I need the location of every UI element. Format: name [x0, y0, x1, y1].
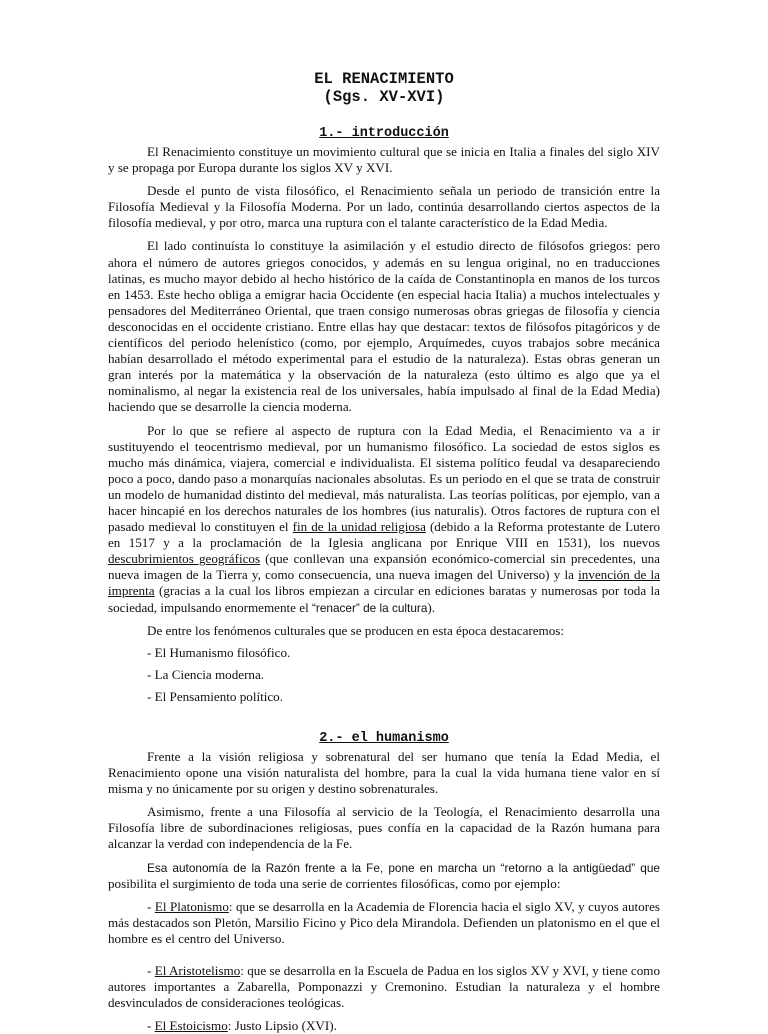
section-heading-humanismo: 2.- el humanismo	[319, 731, 449, 746]
underlined-term: invención de la	[578, 567, 660, 583]
list-item-aristotelismo: - El Aristotelismo: que se desarrolla en la Escuela de Padua en los siglos XV y XVI, y tiene como autores importantes a Zabarella, Pomponazzi y Cremonino. Estudian la naturaleza y el hombre desvinculados de consideraciones teológicas.	[108, 963, 660, 1011]
document-subtitle: (Sgs. XV-XVI)	[323, 88, 445, 106]
paragraph: Asimismo, frente a una Filosofía al servicio de la Teología, el Renacimiento desarrolla una Filosofía libre de subordinaciones religiosas, pues confía en la capacidad de la Razón humana para alcanzar la verdad con independencia de la Fe.	[108, 804, 660, 852]
paragraph: Desde el punto de vista filosófico, el Renacimiento señala un periodo de transición entre la Filosofía Medieval y la Filosofía Moderna. Por un lado, continúa desarrollando ciertos aspectos de la filosofía medieval, y por otro, marca una ruptura con el talante característico de la Edad Media.	[108, 183, 660, 231]
paragraph-autonomia: Esa autonomía de la Razón frente a la Fe, pone en marcha un “retorno a la antigüedad” que posibilita el surgimiento de toda una serie de corrientes filosóficas, como por ejemplo:	[108, 860, 660, 891]
section-heading-introduccion: 1.- introducción	[319, 126, 449, 141]
paragraph: El Renacimiento constituye un movimiento cultural que se inicia en Italia a finales del siglo XIV y se propaga por Europa durante los siglos XV y XVI.	[108, 144, 660, 176]
document-title: EL RENACIMIENTO	[314, 70, 454, 88]
paragraph: El lado continuísta lo constituye la asimilación y el estudio directo de filósofos griegos: pero ahora el número de autores griegos conocidos, y además en su lengua original, no en traducciones latinas, es mucho mayor debido al hecho histórico de la caída de Constantinopla en manos de los turcos en 1453. Este hecho obliga a emigrar hacia Occidente (en especial hacia Italia) a muchos intelectuales y pensadores del Mediterráneo Oriental, que traen consigo numerosas obras griegas de filosofía y ciencia desconocidas en el occidente cristiano. Entre ellas hay que destacar: textos de filósofos pitagóricos y de científicos del periodo helenístico (como, por ejemplo, Arquímedes, cuyos trabajos sobre mecánica habían desarrollado el método experimental para el estudio de la naturaleza). Estas obras generan un gran interés por la matemática y la observación de la naturaleza (esto último es algo que ya el nominalismo, al negar la existencia real de los universales, había impulsado al final de la Edad Media) haciendo que se desarrolle la ciencia moderna.	[108, 238, 660, 415]
paragraph: Frente a la visión religiosa y sobrenatural del ser humano que tenía la Edad Media, el Renacimiento opone una visión naturalista del hombre, para la cual la vida humana tiene valor en sí misma y no únicamente por su origen y destino sobrenaturales.	[108, 749, 660, 797]
phenomena-list	[108, 645, 660, 705]
underlined-term: fin de la unidad religiosa	[292, 519, 426, 535]
underlined-term: El Estoicismo	[154, 1018, 228, 1034]
underlined-term: El Aristotelismo	[154, 963, 241, 979]
list-item-platonismo: - El Platonismo: que se desarrolla en la Academia de Florencia hacia el siglo XV, y cuyos autores más destacados son Pletón, Marsilio Ficino y Pico dela Mirandola. Defienden un platonismo en el que el hombre es el centro del Universo.	[108, 898, 660, 946]
underlined-term: descubrimientos geográficos	[108, 551, 261, 567]
underlined-term: El Platonismo	[154, 898, 229, 914]
list-item: - La Ciencia moderna.	[147, 666, 265, 682]
underlined-term: imprenta	[108, 583, 155, 599]
list-item: - El Pensamiento político.	[147, 688, 284, 704]
list-item: - El Humanismo filosófico.	[147, 644, 291, 660]
list-item-estoicismo: - El Estoicismo: Justo Lipsio (XVI).	[147, 1018, 337, 1034]
paragraph: De entre los fenómenos culturales que se producen en esta época destacaremos:	[147, 622, 565, 638]
paragraph-ruptura: Por lo que se refiere al aspecto de ruptura con la Edad Media, el Renacimiento va a ir sustituyendo el teocentrismo medieval, por un humanismo filosófico. La sociedad de estos siglos es mucho más dinámica, viajera, comercial e individualista. El sistema político feudal va desapareciendo poco a poco, dando paso a monarquías nacionales absolutas. Es un periodo en el que se trata de construir un modelo de humanidad distinto del medieval, más naturalista. Las teorías políticas, por ejemplo, van a hacer hincapié en los derechos naturales de los hombres (ius naturalis). Otros factores de ruptura con el pasado medieval lo constituyen el fin de la unidad religiosa (debido a la Reforma protestante de Lutero en 1517 y a la proclamación de la Iglesia anglicana por Enrique VIII en 1531), los nuevos descubrimientos geográficos (que conllevan una expansión económico-comercial sin precedentes, una nueva imagen de la Tierra y, como consecuencia, una nueva imagen del Universo) y la invención de la imprenta (gracias a la cual los libros empiezan a circular en ediciones baratas y numerosas por toda la sociedad, impulsando enormemente el “renacer” de la cultura).	[108, 422, 661, 615]
